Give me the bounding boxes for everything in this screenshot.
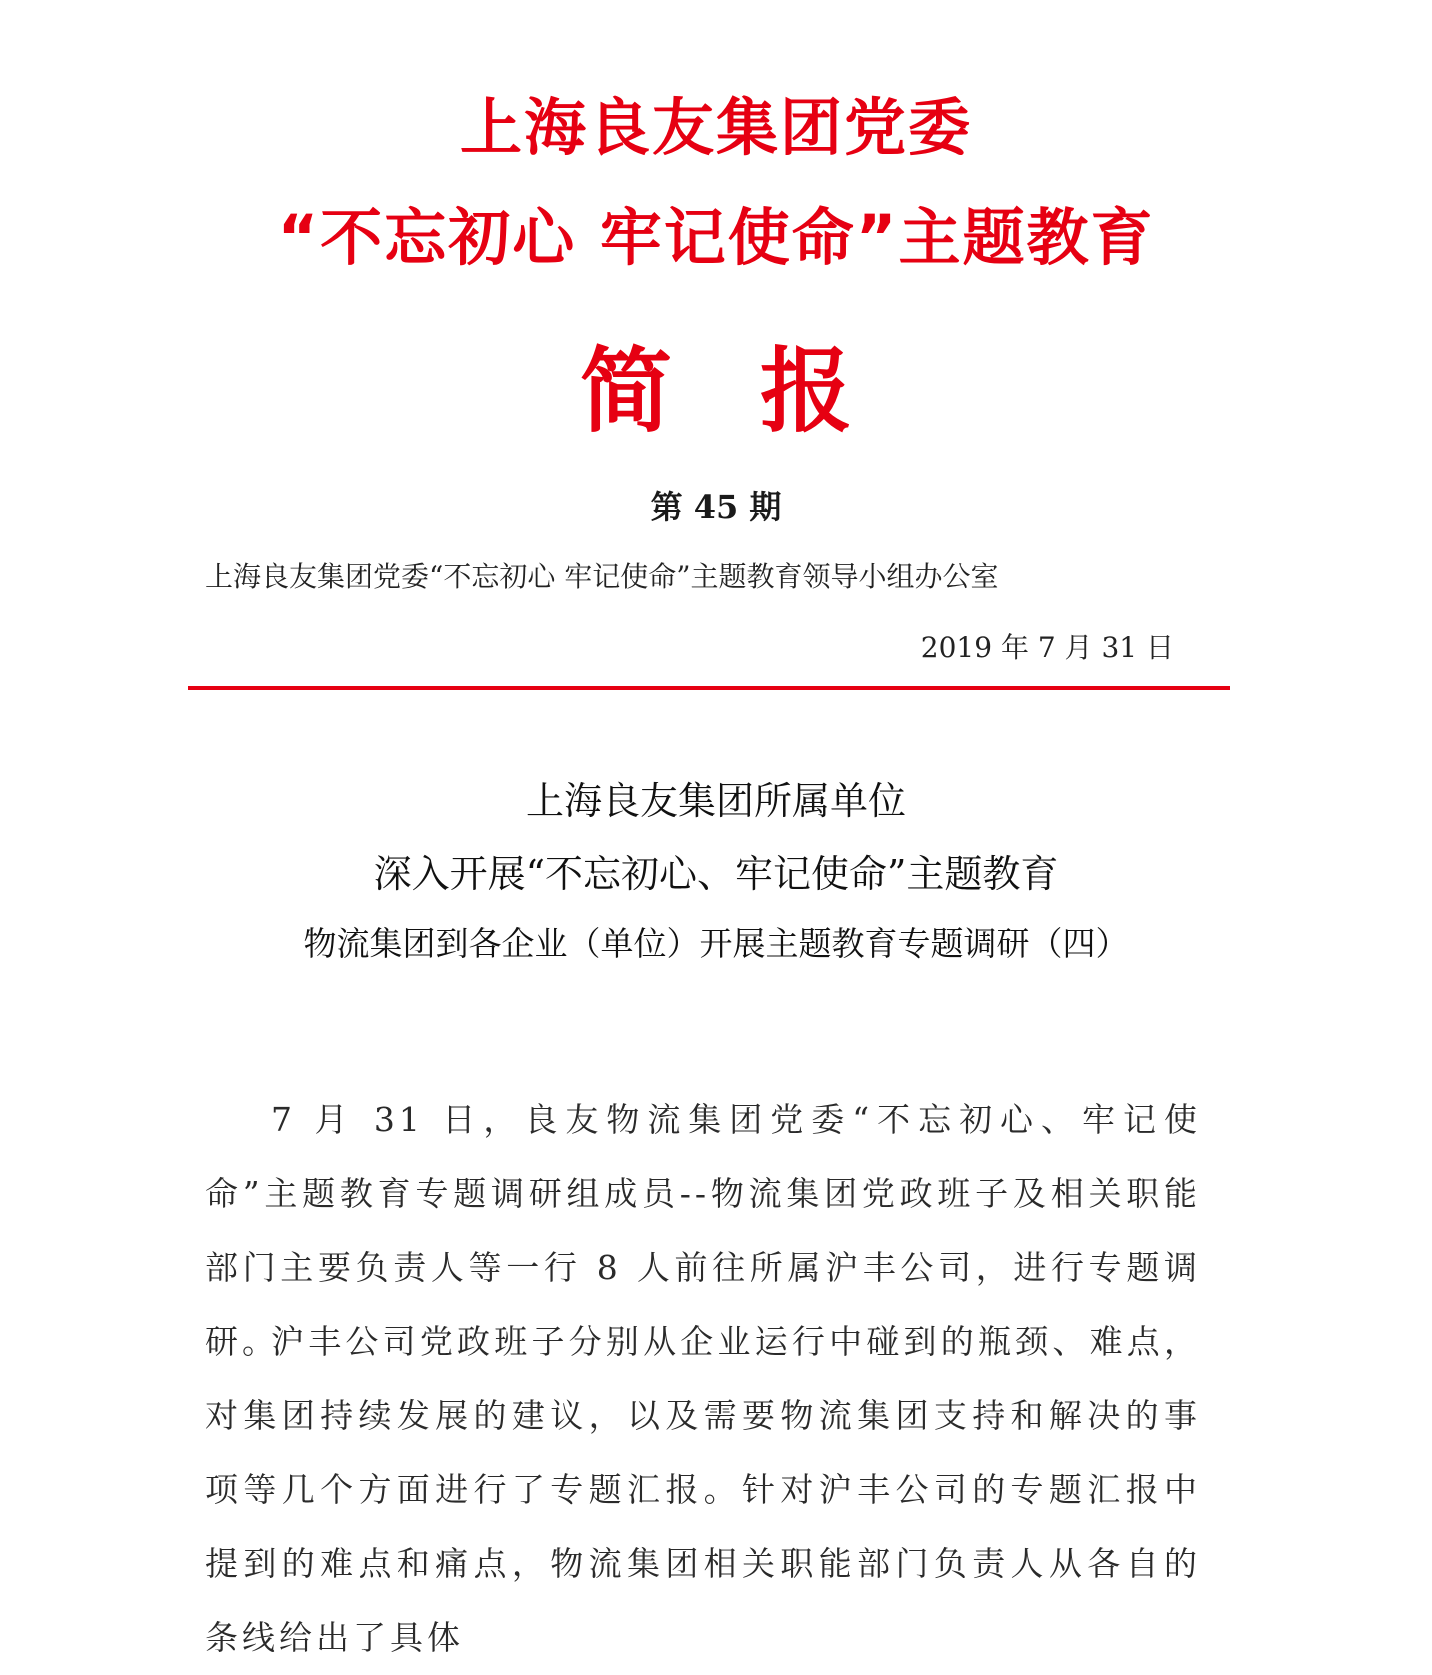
org-title: 上海良友集团党委 xyxy=(459,91,972,164)
red-separator-line xyxy=(188,686,1230,690)
brief-title: 简报 xyxy=(579,337,940,445)
issuer-office: 上海良友集团党委“不忘初心 牢记使命”主题教育领导小组办公室 xyxy=(205,560,999,593)
article-subtitle: 物流集团到各企业（单位）开展主题教育专题调研（四） xyxy=(303,924,1129,963)
body-paragraph: 7 月 31 日，良友物流集团党委“不忘初心、牢记使命”主题教育专题调研组成员--物流集团党政班子及相关职能部门主要负责人等一行 8 人前往所属沪丰公司，进行专题调研。 xyxy=(205,1100,1201,1361)
article-title-line-2: 深入开展“不忘初心、牢记使命”主题教育 xyxy=(373,852,1059,896)
issue-number: 第 45 期 xyxy=(650,488,782,526)
issue-date: 2019 年 7 月 31 日 xyxy=(920,631,1174,664)
campaign-title: “不忘初心 牢记使命”主题教育 xyxy=(277,201,1155,274)
body-paragraph: 沪丰公司党政班子分别从企业运行中碰到的瓶颈、难点，对集团持续发展的建议，以及需要物流集团支持和解决的事项等几个方面进行了专题汇报。针对沪丰公司的专题汇报中提到的难点和痛点，物流集团相关职能部门负责人从各自的条线给出了具体 xyxy=(205,1322,1201,1657)
article-title-line-1: 上海良友集团所属单位 xyxy=(525,779,906,823)
